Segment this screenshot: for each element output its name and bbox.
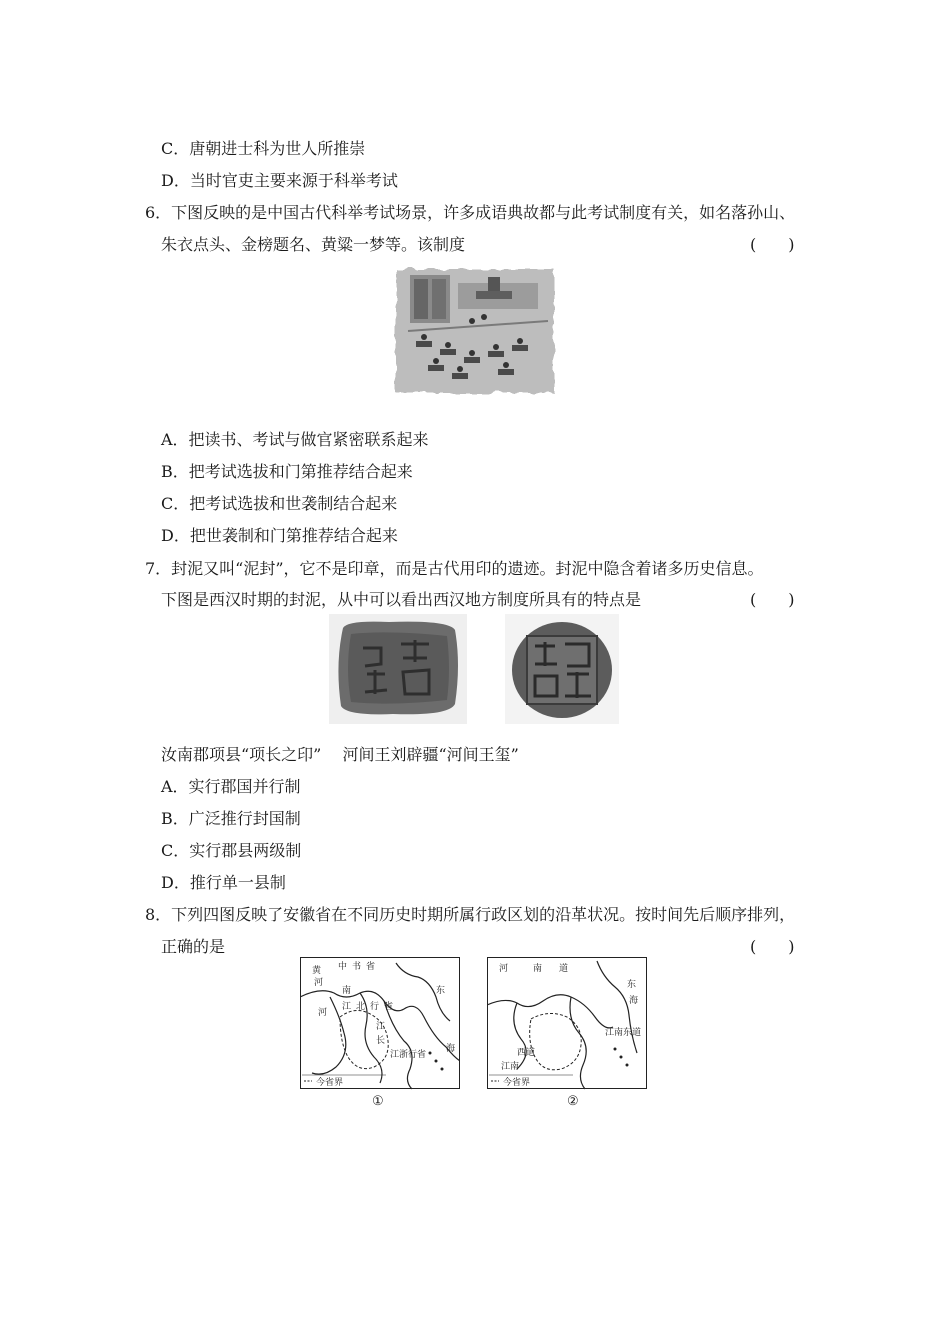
map1-label-0: 中 <box>338 962 348 972</box>
q7-option-c: C．实行郡县两级制 <box>161 841 302 860</box>
map1-label-2: 省 <box>366 962 376 972</box>
q7-option-d: D．推行单一县制 <box>161 873 286 892</box>
map1-label-10: 河 <box>318 1008 328 1018</box>
map1-number: ① <box>372 1094 384 1109</box>
q6-option-b: B．把考试选拔和门第推荐结合起来 <box>161 462 413 481</box>
map1-legend: 今省界 <box>316 1078 344 1088</box>
map2-label-7: 江南 <box>501 1062 520 1072</box>
q6-answer-paren: ( ) <box>750 235 795 254</box>
map2-label-2: 道 <box>559 964 569 974</box>
q7-option-a: A．实行郡国并行制 <box>161 777 301 796</box>
map1-label-1: 书 <box>352 962 362 972</box>
map2-legend: 今省界 <box>503 1078 531 1088</box>
q7-answer-paren: ( ) <box>750 590 795 609</box>
q8-stem-line2: 正确的是 <box>161 937 226 956</box>
q7-option-b: B．广泛推行封国制 <box>161 809 301 828</box>
q5-option-d: D．当时官吏主要来源于科举考试 <box>161 171 398 190</box>
map2-label-0: 河 <box>499 964 509 974</box>
q5-option-c: C．唐朝进士科为世人所推崇 <box>161 139 366 158</box>
map2-label-6: 西道 <box>517 1048 536 1058</box>
q8-answer-paren: ( ) <box>750 937 795 956</box>
q6-stem-line2: 朱衣点头、金榜题名、黄粱一梦等。该制度 <box>161 235 466 254</box>
map2-label-1: 南 <box>533 964 543 974</box>
q6-option-d: D．把世袭制和门第推荐结合起来 <box>161 526 398 545</box>
square-clay-seal-icon <box>329 614 467 728</box>
map-yuan-provinces <box>300 957 460 1094</box>
map-tang-circuits <box>487 957 647 1094</box>
q6-stem-line1: 6．下图反映的是中国古代科举考试场景，许多成语典故都与此考试制度有关，如名落孙山、 <box>145 203 796 222</box>
map1-label-5: 南 <box>342 986 352 996</box>
q6-option-a: A．把读书、考试与做官紧密联系起来 <box>161 430 429 449</box>
map1-label-11: 江 <box>376 1022 386 1032</box>
map1-label-6: 江 <box>342 1002 352 1012</box>
map2-number: ② <box>567 1094 579 1109</box>
map1-label-7: 北 <box>356 1002 366 1012</box>
map1-label-13: 江浙行省 <box>390 1050 427 1060</box>
map1-label-3: 黄 <box>312 966 322 976</box>
q7-stem-line2: 下图是西汉时期的封泥，从中可以看出西汉地方制度所具有的特点是 <box>161 590 642 609</box>
round-clay-seal-icon <box>505 614 619 728</box>
q8-stem-line1: 8．下列四图反映了安徽省在不同历史时期所属行政区划的沿革状况。按时间先后顺序排列， <box>145 905 796 924</box>
map2-label-3: 东 <box>627 980 637 990</box>
q7-stem-line1: 7．封泥又叫“泥封”，它不是印章，而是古代用印的遗迹。封泥中隐含着诸多历史信息。 <box>145 559 764 578</box>
exam-scene-painting-icon <box>388 261 562 405</box>
map2-label-5: 江南东道 <box>605 1028 642 1038</box>
q7-figure-caption: 汝南郡项县“项长之印” 河间王刘辟疆“河间王玺” <box>161 745 519 764</box>
map2-label-4: 海 <box>629 996 639 1006</box>
map1-label-9: 省 <box>384 1002 394 1012</box>
q6-option-c: C．把考试选拔和世袭制结合起来 <box>161 494 398 513</box>
map1-label-8: 行 <box>370 1002 380 1012</box>
map1-label-15: 海 <box>446 1044 456 1054</box>
map1-label-4: 河 <box>314 978 324 988</box>
map1-label-12: 长 <box>376 1036 386 1046</box>
map1-label-14: 东 <box>436 986 446 996</box>
